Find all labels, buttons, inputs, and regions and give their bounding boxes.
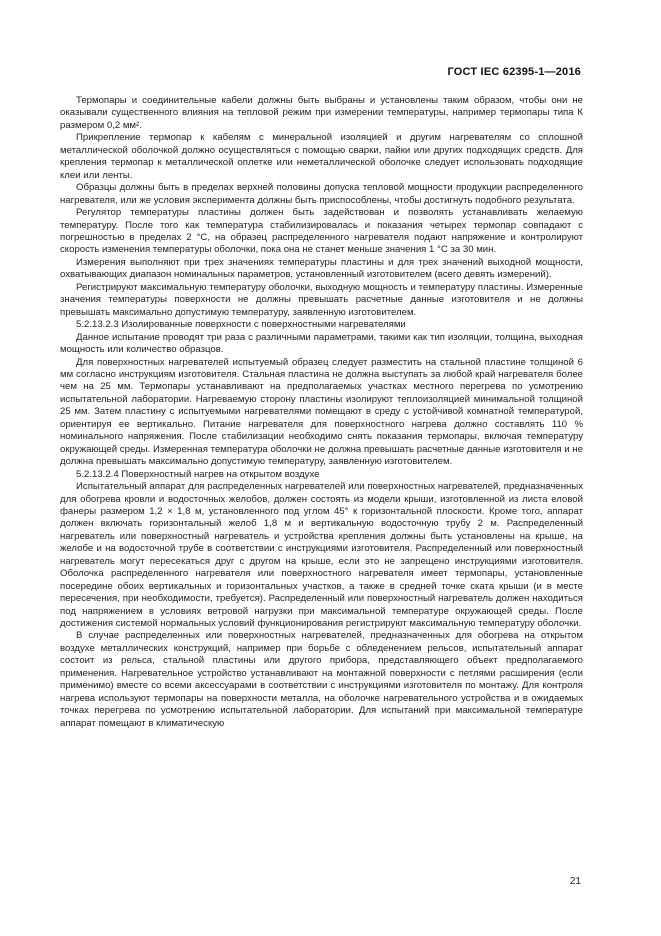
paragraph: В случае распределенных или поверхностных нагревателей, предназначенных для обогрева на открытом воздухе металлических конструкций, например при борьбе с обледенением рельсов, испытательный аппарат состоит из рельса, стальной пластины или другого прибора, представляющего объект предполагаемого применения. Нагревательное устройство устанавливают на монтажной поверхности с петлями расширения (если применимо) вместе со всеми аксессуарами в соответствии с инструкциями изготовителя по монтажу. Для контроля нагрева используют термопары на поверхности металла, на оболочке нагревательного устройства и в ожидаемых точках перегрева по усмотрению испытательной лаборатории. Для испытаний при максимальной температуре аппарат помещают в климатическую <box>60 630 583 729</box>
paragraph: Прикрепление термопар к кабелям с минеральной изоляцией и другим нагревателям со сплошной металлической оболочкой должно осуществляться с помощью сварки, пайки или других подходящих средств. Для крепления термопар к металлической оплетке или неметаллической оболочке следует использовать подходящие клеи или ленты. <box>60 132 583 181</box>
paragraph: Регулятор температуры пластины должен быть задействован и позволять устанавливать желаемую температуру. После того как температура стабилизировалась и показания четырех термопар совпадают с погрешностью в пределах 2 °C, на образец распределенного нагревателя подают напряжение и контролируют скорость изменения температуры оболочки, пока она не станет меньше значения 1 °C за 30 мин. <box>60 207 583 256</box>
paragraph: Измерения выполняют при трех значениях температуры пластины и для трех значений выходной мощности, охватывающих диапазон номинальных параметров, установленный изготовителем (всего девять измерений). <box>60 256 583 281</box>
paragraph: Испытательный аппарат для распределенных нагревателей или поверхностных нагревателей, предназначенных для обогрева кровли и водосточных желобов, должен состоять из модели крыши, изготовленной из листа еловой фанеры размером 1,2 × 1,8 м, установленного под углом 45° к горизонтальной плоскости. Кроме того, аппарат должен включать горизонтальный желоб 1,8 м и вертикальную водосточную трубу 2 м. Распределенный нагреватель или поверхностный нагреватель и устройства крепления должны быть установлены на крыше, на желобе и на водосточной трубе в соответствии с инструкциями изготовителя. Распределенный или поверхностный нагреватель могут пересекаться друг с другом на крыше, если это не запрещено инструкциями изготовителя. Оболочка распределенного нагревателя или поверхностного нагревателя имеет термопары, установленные посередине обоих вертикальных и горизонтальных участков, а также в средней точке ската крыши (и в месте пересечения, при необходимости, требуется). Распределенный или поверхностный нагреватель должен находиться под напряжением в условиях ветровой нагрузки при максимальной температуре окружающей среды. После достижения системой нормальных условий функционирования регистрируют максимальную температуру оболочки. <box>60 481 583 630</box>
standard-designation-header: ГОСТ IEC 62395-1—2016 <box>447 66 581 78</box>
page-number: 21 <box>569 876 581 887</box>
section-heading: 5.2.13.2.4 Поверхностный нагрев на открытом воздухе <box>76 468 320 480</box>
paragraph: Данное испытание проводят три раза с различными параметрами, такими как тип изоляции, толщина, выходная мощность или количество образцов. <box>60 331 583 356</box>
paragraph: Регистрируют максимальную температуру оболочки, выходную мощность и температуру пластины. Измеренные значения температуры поверхности не должны превышать расчетные данные изготовителя и не должны превышать максимально допустимую температуру, заявленную изготовителем. <box>60 281 583 318</box>
section-heading: 5.2.13.2.3 Изолированные поверхности с поверхностными нагревателями <box>76 319 406 331</box>
paragraph: Термопары и соединительные кабели должны быть выбраны и установлены таким образом, чтобы они не оказывали существенного влияния на тепловой режим при измерении температуры, например термопары типа К размером 0,2 мм². <box>60 95 583 131</box>
body-text <box>60 95 583 730</box>
paragraph: Образцы должны быть в пределах верхней половины допуска тепловой мощности продукции распределенного нагревателя, или же условия эксперимента должны быть приспособлены, чтобы достигнуть подобного результата. <box>60 182 583 206</box>
paragraph: Для поверхностных нагревателей испытуемый образец следует разместить на стальной пластине толщиной 6 мм согласно инструкциям изготовителя. Стальная пластина не должна выступать за любой край нагревателя более чем на 25 мм. Термопары устанавливают на предполагаемых участках местного перегрева по усмотрению испытательной лаборатории. Нагреваемую сторону пластины изолируют теплоизоляцией минимальной толщиной 25 мм. Затем пластину с испытуемыми нагревателями помещают в среду с устойчивой комнатной температурой, ориентируя ее вертикально. Питание нагревателя для поверхностного нагрева должно составлять 110 % номинального напряжения. После стабилизации необходимо снять показания термопары, включая температуру окружающей среды. Измеренная температура оболочки не должна превышать расчетные данные изготовителя и не должна превышать максимально допустимую температуру, заявленную изготовителем. <box>60 356 583 468</box>
